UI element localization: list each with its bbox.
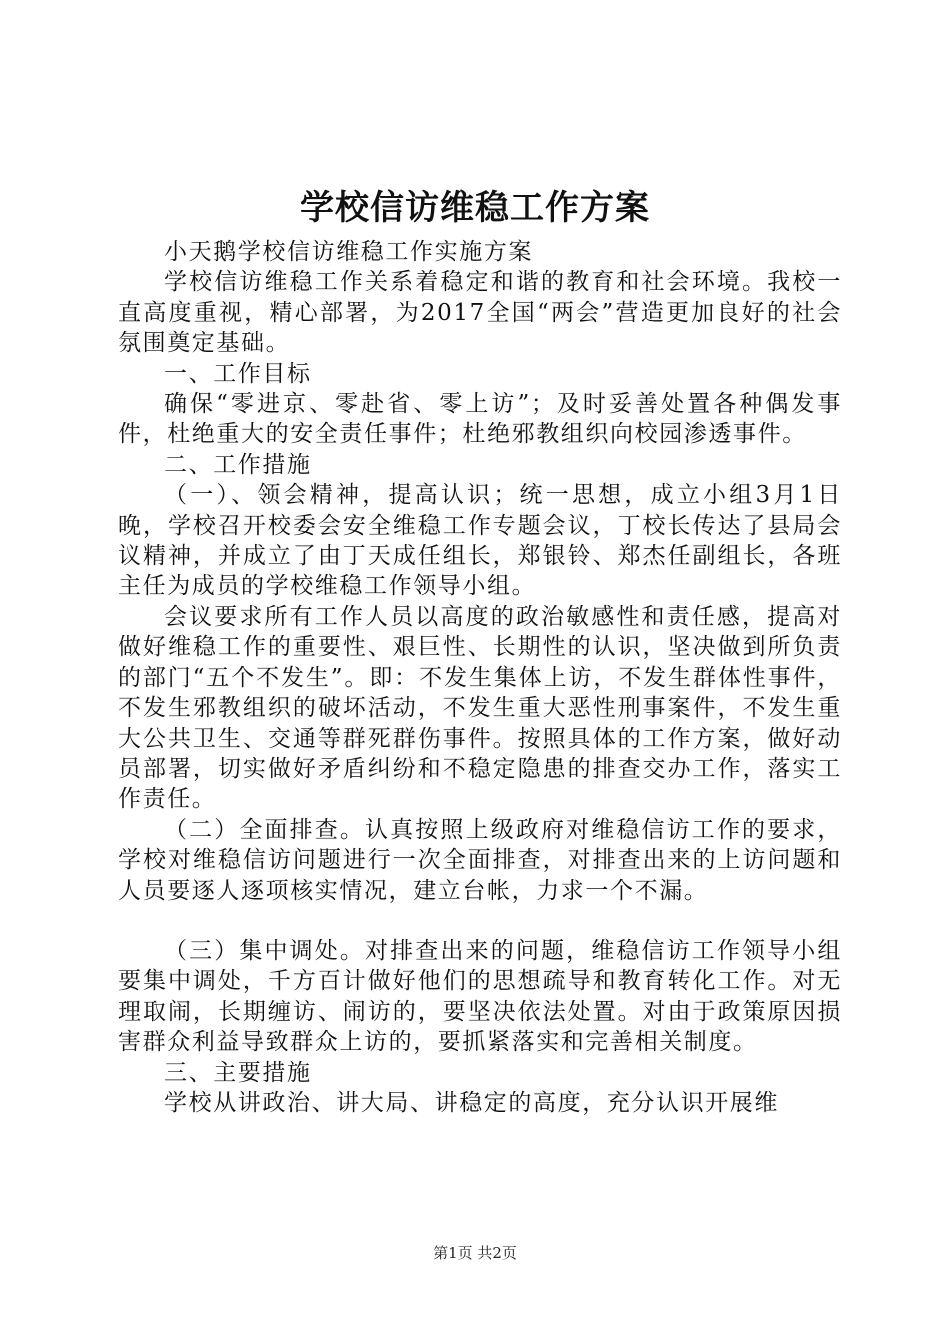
section-heading-main-measures: 三、主要措施: [164, 1059, 312, 1086]
document-title: 学校信访维稳工作方案: [300, 188, 650, 228]
paragraph-goals: 确保“零进京、零赴省、零上访”；及时妥善处置各种偶发事件，杜绝重大的安全责任事件；杜绝邪教组织向校园渗透事件。: [118, 391, 842, 448]
paragraph-main-measures: 学校从讲政治、讲大局、讲稳定的高度，充分认识开展维: [164, 1089, 779, 1116]
paragraph-intro: 学校信访维稳工作关系着稳定和谐的教育和社会环境。我校一直高度重视，精心部署，为2017全国“两会”营造更加良好的社会氛围奠定基础。: [118, 269, 842, 357]
paragraph-subtitle: 小天鹅学校信访维稳工作实施方案: [164, 239, 533, 265]
paragraph-measure-2: （二）全面排查。认真按照上级政府对维稳信访工作的要求，学校对维稳信访问题进行一次全面排查，对排查出来的上访问题和人员要逐人逐项核实情况，建立台帐，力求一个不漏。: [118, 816, 842, 904]
section-heading-goals: 一、工作目标: [164, 360, 312, 387]
paragraph-meeting-requirements: 会议要求所有工作人员以高度的政治敏感性和责任感，提高对做好维稳工作的重要性、艰巨性、长期性的认识，坚决做到所负责的部门“五个不发生”。即：不发生集体上访，不发生群体性事件，不发生邪教组织的破坏活动，不发生重大恶性刑事案件，不发生重大公共卫生、交通等群死群伤事件。按照具体的工作方案，做好动员部署，切实做好矛盾纠纷和不稳定隐患的排查交办工作，落实工作责任。: [118, 603, 842, 813]
page-footer: 第1页 共2页: [433, 1244, 517, 1262]
paragraph-measure-1: （一）、领会精神，提高认识；统一思想，成立小组3月1日晚，学校召开校委会安全维稳工作专题会议，丁校长传达了县局会议精神，并成立了由丁天成任组长，郑银铃、郑杰任副组长，各班主任为成员的学校维稳工作领导小组。: [118, 482, 842, 600]
paragraph-measure-3: （三）集中调处。对排查出来的问题，维稳信访工作领导小组要集中调处，千方百计做好他们的思想疏导和教育转化工作。对无理取闹，长期缠访、闹访的，要坚决依法处置。对由于政策原因损害群众利益导致群众上访的，要抓紧落实和完善相关制度。: [118, 937, 842, 1056]
document-body: [118, 237, 842, 1118]
section-heading-measures: 二、工作措施: [164, 451, 312, 478]
